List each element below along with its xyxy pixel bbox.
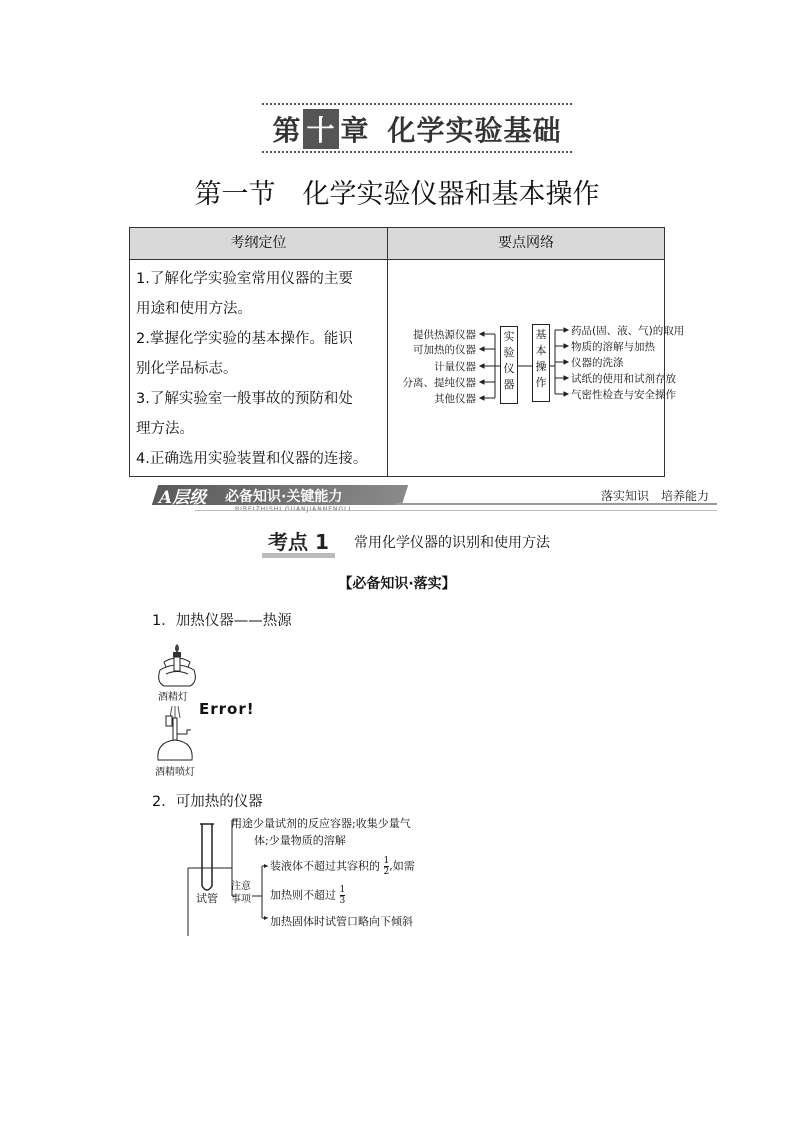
network-right-item: 试纸的使用和试剂存放	[571, 373, 676, 385]
a-level-label: A层级	[159, 488, 207, 508]
note-2-text: 加热则不超过	[270, 888, 336, 902]
network-right-item: 药品(固、液、气)的取用	[571, 325, 685, 337]
topic-title: 常用化学仪器的识别和使用方法	[353, 535, 550, 551]
divider	[262, 103, 572, 105]
chapter-suffix: 章	[340, 114, 370, 147]
a-level-slogan: 落实知识 培养能力	[600, 489, 709, 503]
fraction-denominator: 3	[339, 896, 346, 906]
tube-label: 试管	[196, 892, 218, 905]
network-left-item: 可加热的仪器	[413, 344, 476, 356]
chapter-title	[262, 109, 572, 149]
chapter-prefix: 第	[272, 114, 302, 147]
fraction-denominator: 2	[383, 867, 390, 877]
tube-note-3: 加热固体时试管口略向下倾斜	[270, 915, 413, 928]
network-center-right: 基本操作	[532, 324, 550, 402]
divider	[387, 259, 388, 476]
network-right-item: 物质的溶解与加热	[571, 341, 655, 353]
divider	[262, 151, 572, 153]
tube-note-1	[270, 856, 415, 877]
tube-note-2	[270, 885, 345, 906]
fraction	[340, 885, 346, 906]
a-level-pinyin: BIBEIZHISHI GUANJIANNENGLI	[235, 506, 352, 513]
item-1-title: 1．加热仪器——热源	[152, 613, 292, 629]
chapter-number: 十	[303, 109, 338, 149]
outline-header-left: 考纲定位	[130, 228, 388, 260]
divider	[195, 510, 717, 511]
topic-heading	[262, 531, 550, 557]
fraction-numerator: 1	[383, 856, 390, 866]
network-left-item: 提供热源仪器	[413, 329, 476, 341]
topic-label: 考点 1	[262, 531, 335, 558]
a-level-title: 必备知识·关键能力	[225, 489, 343, 505]
lamp-caption: 酒精灯	[158, 692, 188, 703]
goal-line: 别化学品标志。	[136, 361, 238, 377]
section-title: 第一节 化学实验仪器和基本操作	[194, 179, 600, 210]
network-left-item: 分离、提纯仪器	[402, 377, 476, 389]
goals-list	[136, 264, 382, 474]
network-left-item: 其他仪器	[434, 393, 476, 405]
sub-heading: 【必备知识·落实】	[338, 576, 456, 592]
network-right-item: 气密性检查与安全操作	[571, 389, 676, 401]
item-2-title: 2．可加热的仪器	[152, 794, 263, 810]
goal-line: 1.了解化学实验室常用仪器的主要	[136, 271, 353, 287]
goal-line: 3.了解实验室一般事故的预防和处	[136, 391, 353, 407]
a-level-banner	[155, 483, 717, 513]
key-points-network	[392, 322, 685, 412]
alcohol-lamp-icon	[152, 640, 202, 690]
tube-use-line1: 用途少量试剂的反应容器;收集少量气	[231, 817, 411, 830]
outline-header-right: 要点网络	[388, 228, 664, 260]
blast-lamp-caption: 酒精喷灯	[155, 767, 195, 778]
chapter-banner	[262, 101, 572, 153]
network-right-item: 仪器的洗涤	[571, 357, 624, 369]
fraction-numerator: 1	[339, 885, 346, 895]
network-center-left: 实验仪器	[500, 326, 518, 404]
goal-line: 2.掌握化学实验的基本操作。能识	[136, 331, 353, 347]
goal-line: 4.正确选用实验装置和仪器的连接。	[136, 451, 368, 467]
blast-lamp-icon	[150, 704, 202, 764]
goal-line: 用途和使用方法。	[136, 301, 252, 317]
note-1-tail: ,如需	[389, 859, 415, 873]
note-1-text: 装液体不超过其容积的	[270, 859, 380, 873]
goal-line: 理方法。	[136, 421, 194, 437]
tube-note-label: 注意事项	[231, 881, 251, 905]
outline-table	[129, 227, 685, 477]
chapter-subject: 化学实验基础	[387, 114, 562, 147]
tube-use-line2: 体;少量物质的溶解	[254, 834, 346, 847]
network-left-item: 计量仪器	[434, 361, 476, 373]
error-text: Error!	[199, 700, 255, 718]
